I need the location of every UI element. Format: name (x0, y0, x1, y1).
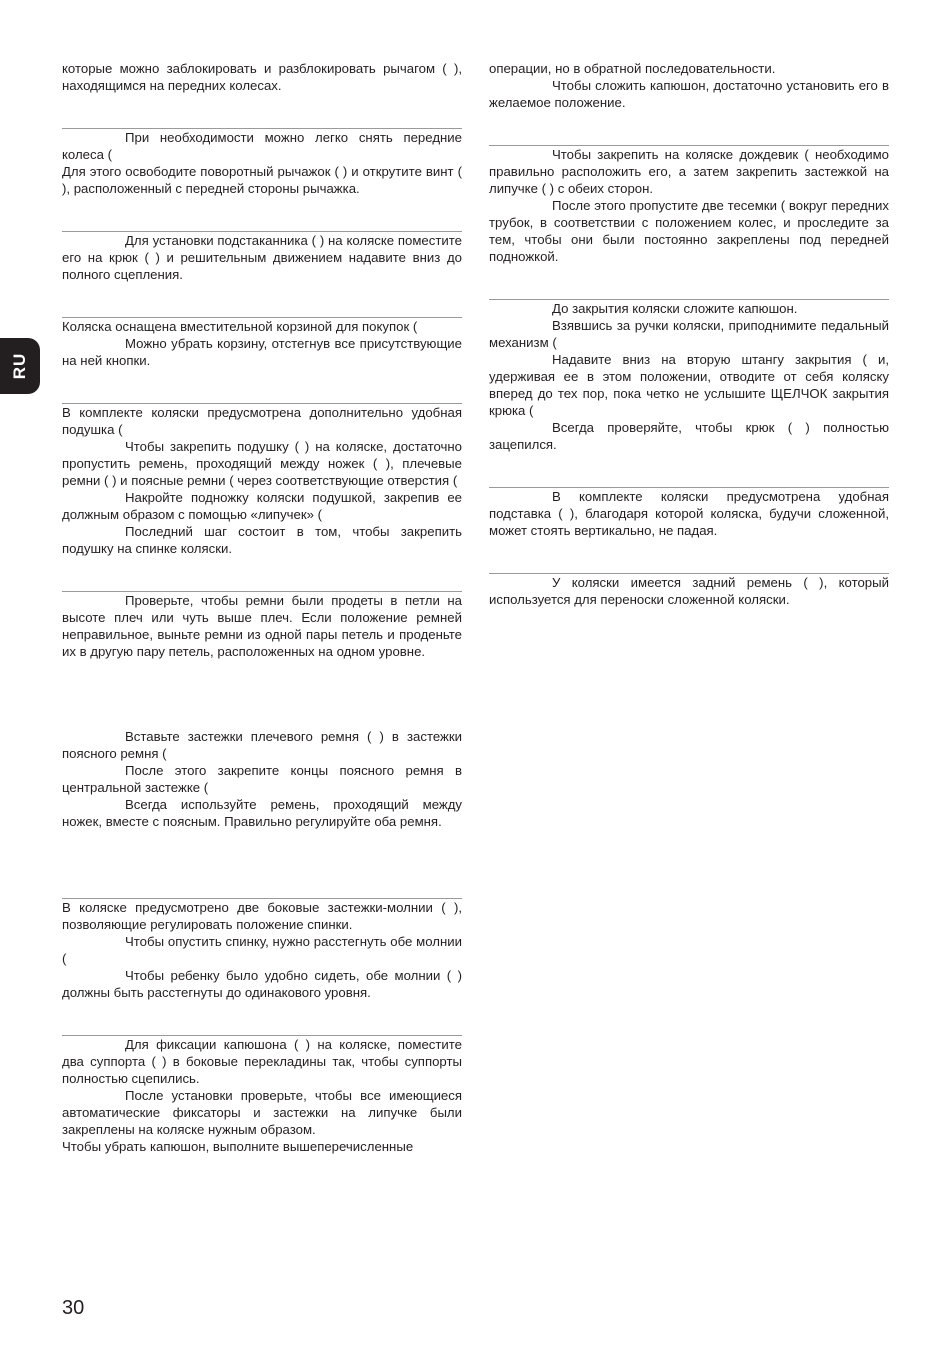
left-column-section (62, 591, 462, 660)
paragraph: В комплекте коляски предусмотрена дополнительно удобная подушка ( (62, 405, 462, 437)
left-column-section (62, 1035, 462, 1155)
paragraph: Всегда используйте ремень, проходящий между ножек, вместе с поясным. Правильно регулируйте оба ремня. (62, 797, 462, 829)
page-number: 30 (62, 1297, 85, 1319)
right-column-section (489, 145, 889, 265)
paragraph: Чтобы ребенку было удобно сидеть, обе молнии ( ) должны быть расстегнуты до одинакового уровня. (62, 968, 462, 1000)
paragraph: В коляске предусмотрено две боковые застежки-молнии ( ), позволяющие регулировать положение спинки. (62, 900, 462, 932)
paragraph: Чтобы закрепить на коляске дождевик ( необходимо правильно расположить его, а затем закрепить застежкой на липучке ( ) с обеих сторон. (489, 147, 889, 196)
paragraph: Для фиксации капюшона ( ) на коляске, поместите два суппорта ( ) в боковые перекладины так, чтобы суппорты полностью сцепились. (62, 1037, 462, 1086)
paragraph: Вставьте застежки плечевого ремня ( ) в застежки поясного ремня ( (62, 729, 462, 761)
language-tab-label: RU (10, 352, 29, 380)
paragraph: Чтобы сложить капюшон, достаточно установить его в желаемое положение. (489, 78, 889, 110)
left-column (62, 60, 462, 1155)
right-column-section (489, 487, 889, 539)
language-tab (0, 338, 40, 394)
paragraph: Чтобы опустить спинку, нужно расстегнуть обе молнии ( (62, 934, 462, 966)
paragraph: Проверьте, чтобы ремни были продеты в петли на высоте плеч или чуть выше плеч. Если положение ремней неправильное, выньте ремни из одной пары петель и проденьте их в другую пару петель, расположенных на одном уровне. (62, 593, 462, 659)
paragraph: Всегда проверяйте, чтобы крюк ( ) полностью зацепился. (489, 420, 889, 452)
left-column-section (62, 317, 462, 369)
paragraph: Для установки подстаканника ( ) на коляске поместите его на крюк ( ) и решительным движением надавите вниз до полного сцепления. (62, 233, 462, 282)
left-column-section (62, 728, 462, 830)
left-column-section (62, 231, 462, 283)
paragraph: Коляска оснащена вместительной корзиной для покупок ( (62, 319, 418, 334)
paragraph: В комплекте коляски предусмотрена удобная подставка ( ), благодаря которой коляска, будучи сложенной, может стоять вертикально, не падая. (489, 489, 889, 538)
paragraph: После этого пропустите две тесемки ( вокруг передних трубок, в соответствии с положением колес, и проследите за тем, чтобы они были постоянно закреплены под передней подножкой. (489, 198, 889, 264)
right-column (489, 60, 889, 608)
paragraph: У коляски имеется задний ремень ( ), который используется для переноски сложенной коляски. (489, 575, 889, 607)
left-column-section (62, 128, 462, 197)
paragraph: Взявшись за ручки коляски, приподнимите педальный механизм ( (489, 318, 889, 350)
paragraph: Надавите вниз на вторую штангу закрытия ( и, удерживая ее в этом положении, отводите от себя коляску вперед до тех пор, пока четко не услышите ЩЕЛЧОК закрытия крюка ( (489, 352, 889, 418)
paragraph: Чтобы закрепить подушку ( ) на коляске, достаточно пропустить ремень, проходящий между ножек ( ), плечевые ремни ( ) и поясные ремни ( через соответствующие отверстия ( (62, 439, 462, 488)
paragraph: При необходимости можно легко снять передние колеса ( (62, 130, 462, 162)
right-column-section (489, 299, 889, 453)
paragraph: Чтобы убрать капюшон, выполните вышеперечисленные (62, 1139, 414, 1154)
left-column-section (62, 60, 462, 94)
right-column-section (489, 60, 889, 111)
paragraph: Можно убрать корзину, отстегнув все присутствующие на ней кнопки. (62, 336, 462, 368)
paragraph: После этого закрепите концы поясного ремня в центральной застежке ( (62, 763, 462, 795)
left-column-section (62, 898, 462, 1001)
right-column-section (489, 573, 889, 608)
paragraph: После установки проверьте, чтобы все имеющиеся автоматические фиксаторы и застежки на липучке были закреплены на коляске нужным образом. (62, 1088, 462, 1137)
paragraph: Последний шаг состоит в том, чтобы закрепить подушку на спинке коляски. (62, 524, 462, 556)
left-column-section (62, 403, 462, 557)
paragraph: До закрытия коляски сложите капюшон. (552, 301, 798, 316)
paragraph: Для этого освободите поворотный рычажок ( ) и открутите винт ( ), расположенный с передней стороны рычажка. (62, 164, 462, 196)
paragraph: операции, но в обратной последовательности. (489, 61, 776, 76)
paragraph: Накройте подножку коляски подушкой, закрепив ее должным образом с помощью «липучек» ( (62, 490, 462, 522)
paragraph: которые можно заблокировать и разблокировать рычагом ( ), находящимся на передних колесах. (62, 61, 462, 93)
